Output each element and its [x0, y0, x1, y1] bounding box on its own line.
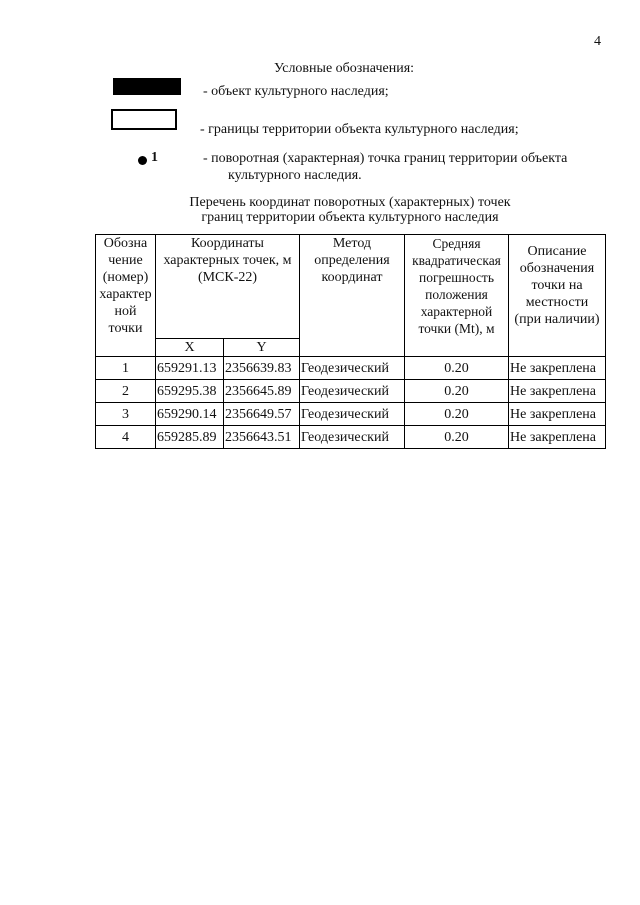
cell-number: 4 — [96, 426, 156, 449]
cell-error: 0.20 — [405, 357, 509, 380]
cell-description: Не закреплена — [509, 380, 606, 403]
legend-title: Условные обозначения: — [274, 61, 415, 76]
cell-number: 1 — [96, 357, 156, 380]
turning-point-marker-number: 1 — [151, 150, 158, 165]
cell-x: 659290.14 — [156, 403, 224, 426]
cell-error: 0.20 — [405, 403, 509, 426]
table-row — [96, 357, 606, 380]
header-coordinates: Координаты характерных точек, м (МСК-22) — [156, 235, 300, 339]
table-row — [96, 380, 606, 403]
cell-number: 2 — [96, 380, 156, 403]
header-x: X — [156, 339, 224, 357]
cell-y: 2356643.51 — [224, 426, 300, 449]
header-error: Средняя квадратическая погрешность положения характерной точки (Mt), м — [405, 235, 509, 357]
cell-x: 659295.38 — [156, 380, 224, 403]
legend-item-turning-point-line1: - поворотная (характерная) точка границ территории объекта — [203, 151, 568, 166]
cell-error: 0.20 — [405, 380, 509, 403]
table-row — [96, 403, 606, 426]
cell-description: Не закреплена — [509, 426, 606, 449]
header-y: Y — [224, 339, 300, 357]
table-row — [96, 426, 606, 449]
legend-item-turning-point — [203, 150, 613, 184]
cell-description: Не закреплена — [509, 357, 606, 380]
cell-method: Геодезический — [300, 380, 405, 403]
cell-method: Геодезический — [300, 403, 405, 426]
territory-boundary-swatch — [111, 109, 177, 130]
cell-description: Не закреплена — [509, 403, 606, 426]
cell-y: 2356645.89 — [224, 380, 300, 403]
cell-x: 659291.13 — [156, 357, 224, 380]
cultural-object-swatch — [113, 78, 181, 95]
legend-item-territory-boundary: - границы территории объекта культурного наследия; — [200, 122, 519, 137]
coordinates-list-title — [160, 195, 540, 225]
legend-item-cultural-object: - объект культурного наследия; — [203, 84, 389, 99]
header-method: Метод определения координат — [300, 235, 405, 357]
turning-point-marker-icon — [138, 156, 147, 165]
cell-x: 659285.89 — [156, 426, 224, 449]
header-designation: Обозна чение (номер) характер ной точки — [96, 235, 156, 357]
page-number: 4 — [594, 34, 601, 49]
cell-method: Геодезический — [300, 426, 405, 449]
cell-y: 2356639.83 — [224, 357, 300, 380]
coordinates-table — [95, 234, 606, 449]
coordinates-list-title-line1: Перечень координат поворотных (характерных) точек — [189, 195, 511, 210]
cell-method: Геодезический — [300, 357, 405, 380]
legend-item-turning-point-line2: культурного наследия. — [228, 168, 362, 183]
cell-y: 2356649.57 — [224, 403, 300, 426]
cell-error: 0.20 — [405, 426, 509, 449]
cell-number: 3 — [96, 403, 156, 426]
coordinates-list-title-line2: границ территории объекта культурного наследия — [201, 210, 499, 225]
header-description: Описание обозначения точки на местности (при наличии) — [509, 235, 606, 357]
